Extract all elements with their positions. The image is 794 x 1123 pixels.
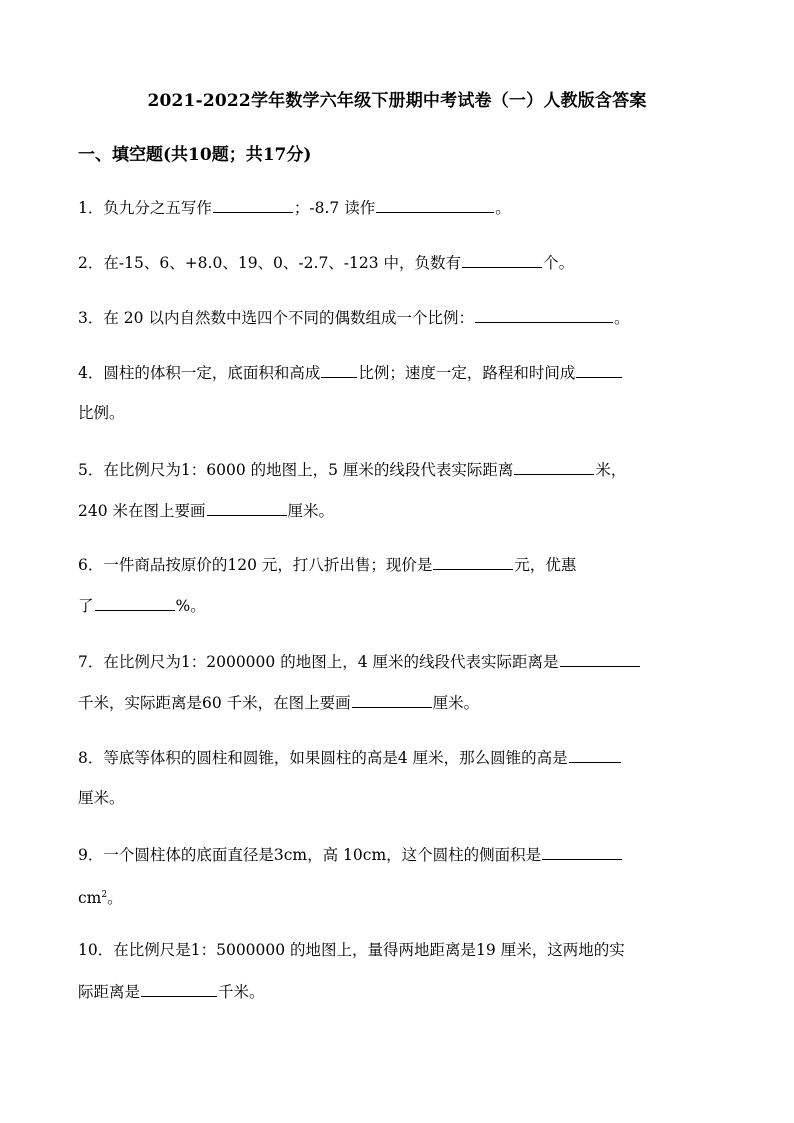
page-title: 2021-2022学年数学六年级下册期中考试卷（一）人教版含答案 (147, 91, 647, 111)
answer-blank[interactable] (433, 553, 513, 570)
question-4-cont: 比例。 (78, 404, 125, 422)
question-5: 5．在比例尺为1：6000 的地图上，5 厘米的线段代表实际距离 米， (78, 458, 626, 481)
answer-blank[interactable] (514, 458, 594, 475)
question-7-cont: 千米，实际距离是60 千米，在图上要画 厘米。 (78, 691, 479, 714)
answer-blank[interactable] (376, 196, 494, 213)
section-heading: 一、填空题(共10题；共17分) (78, 145, 312, 165)
question-6-cont: 了 %。 (78, 594, 206, 617)
question-8-cont: 厘米。 (78, 789, 125, 807)
answer-blank[interactable] (569, 746, 621, 763)
answer-blank[interactable] (95, 594, 175, 611)
question-7: 7．在比例尺为1：2000000 的地图上，4 厘米的线段代表实际距离是 (78, 650, 641, 673)
question-3: 3．在 20 以内自然数中选四个不同的偶数组成一个比例： 。 (78, 306, 629, 329)
answer-blank[interactable] (141, 980, 217, 997)
answer-blank[interactable] (213, 196, 293, 213)
question-2: 2．在-15、6、+8.0、19、0、-2.7、-123 中，负数有 个。 (78, 251, 574, 274)
answer-blank[interactable] (352, 691, 432, 708)
question-9: 9．一个圆柱体的底面直径是3cm，高 10cm，这个圆柱的侧面积是 (78, 843, 623, 866)
answer-blank[interactable] (462, 251, 542, 268)
answer-blank[interactable] (560, 650, 640, 667)
question-8: 8．等底等体积的圆柱和圆锥，如果圆柱的高是4 厘米，那么圆锥的高是 (78, 746, 622, 769)
question-9-cont: $cm^2$。 (78, 889, 123, 908)
answer-blank[interactable] (207, 499, 287, 516)
answer-blank[interactable] (576, 361, 622, 378)
question-5-cont: 240 米在图上要画 厘米。 (78, 499, 334, 522)
question-10-cont: 际距离是 千米。 (78, 980, 265, 1003)
question-4: 4．圆柱的体积一定，底面积和高成 比例；速度一定，路程和时间成 (78, 361, 623, 384)
question-6: 6．一件商品按原价的120 元，打八折出售；现价是 元，优惠 (78, 553, 576, 576)
answer-blank[interactable] (542, 843, 622, 860)
answer-blank[interactable] (321, 361, 357, 378)
answer-blank[interactable] (475, 306, 613, 323)
question-1: 1．负九分之五写作 ；-8.7 读作 。 (78, 196, 511, 219)
question-10: 10．在比例尺是1：5000000 的地图上，量得两地距离是19 厘米，这两地的实 (78, 941, 625, 959)
